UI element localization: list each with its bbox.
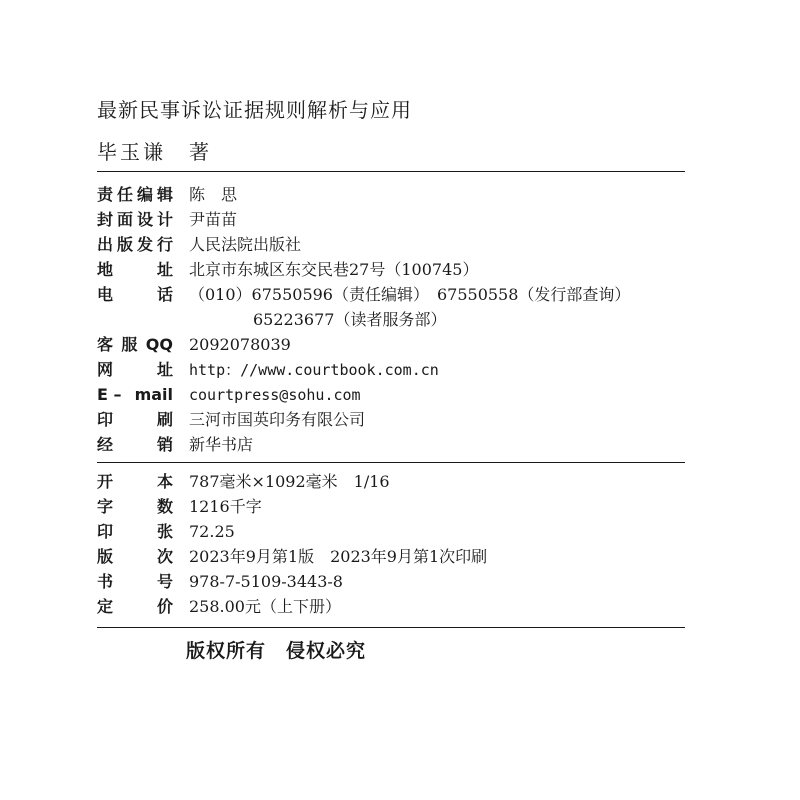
info-value: 北京市东城区东交民巷27号（100745） [189,260,479,279]
info-value: courtpress@sohu.com [189,386,361,404]
info-label: 经 销 [97,435,173,454]
info-label: 客 服 QQ [97,335,173,354]
info-value: 三河市国英印务有限公司 [189,410,366,429]
info-label: 印 刷 [97,410,173,429]
book-title: 最新民事诉讼证据规则解析与应用 [97,98,412,122]
top-rule [97,171,685,172]
author: 毕玉谦 著 [97,140,212,164]
info-label: 电 话 [97,285,173,304]
spec-value: 258.00元（上下册） [189,597,341,616]
info-value: 陈 思 [189,185,238,204]
spec-label: 印 张 [97,522,173,541]
info-label: 责 任 编 辑 [97,185,173,204]
info-label: 封 面 设 计 [97,210,173,229]
spec-value: 2023年9月第1版 2023年9月第1次印刷 [189,547,488,566]
copyright-notice: 版权所有 侵权必究 [186,640,367,662]
info-label: 出 版 发 行 [97,235,173,254]
spec-value: 787毫米×1092毫米 1/16 [189,472,390,491]
spec-label: 书 号 [97,572,173,591]
spec-value: 978-7-5109-3443-8 [189,572,343,591]
info-label: 地 址 [97,260,173,279]
info-value: 2092078039 [189,335,291,354]
info-value: http：//www.courtbook.com.cn [189,361,439,379]
info-value: 新华书店 [189,435,254,454]
spec-label: 定 价 [97,597,173,616]
spec-label: 字 数 [97,497,173,516]
info-label: E – mail [97,385,173,404]
spec-value: 1216千字 [189,497,262,516]
info-value: 尹苗苗 [189,210,238,229]
spec-label: 版 次 [97,547,173,566]
bottom-rule [97,627,685,628]
spec-label: 开 本 [97,472,173,491]
info-value: 人民法院出版社 [189,235,302,254]
info-label: 网 址 [97,360,173,379]
middle-rule [97,462,685,463]
spec-value: 72.25 [189,522,235,541]
info-value: 65223677（读者服务部） [253,310,447,329]
info-value: （010）67550596（责任编辑） 67550558（发行部查询） [189,285,631,304]
